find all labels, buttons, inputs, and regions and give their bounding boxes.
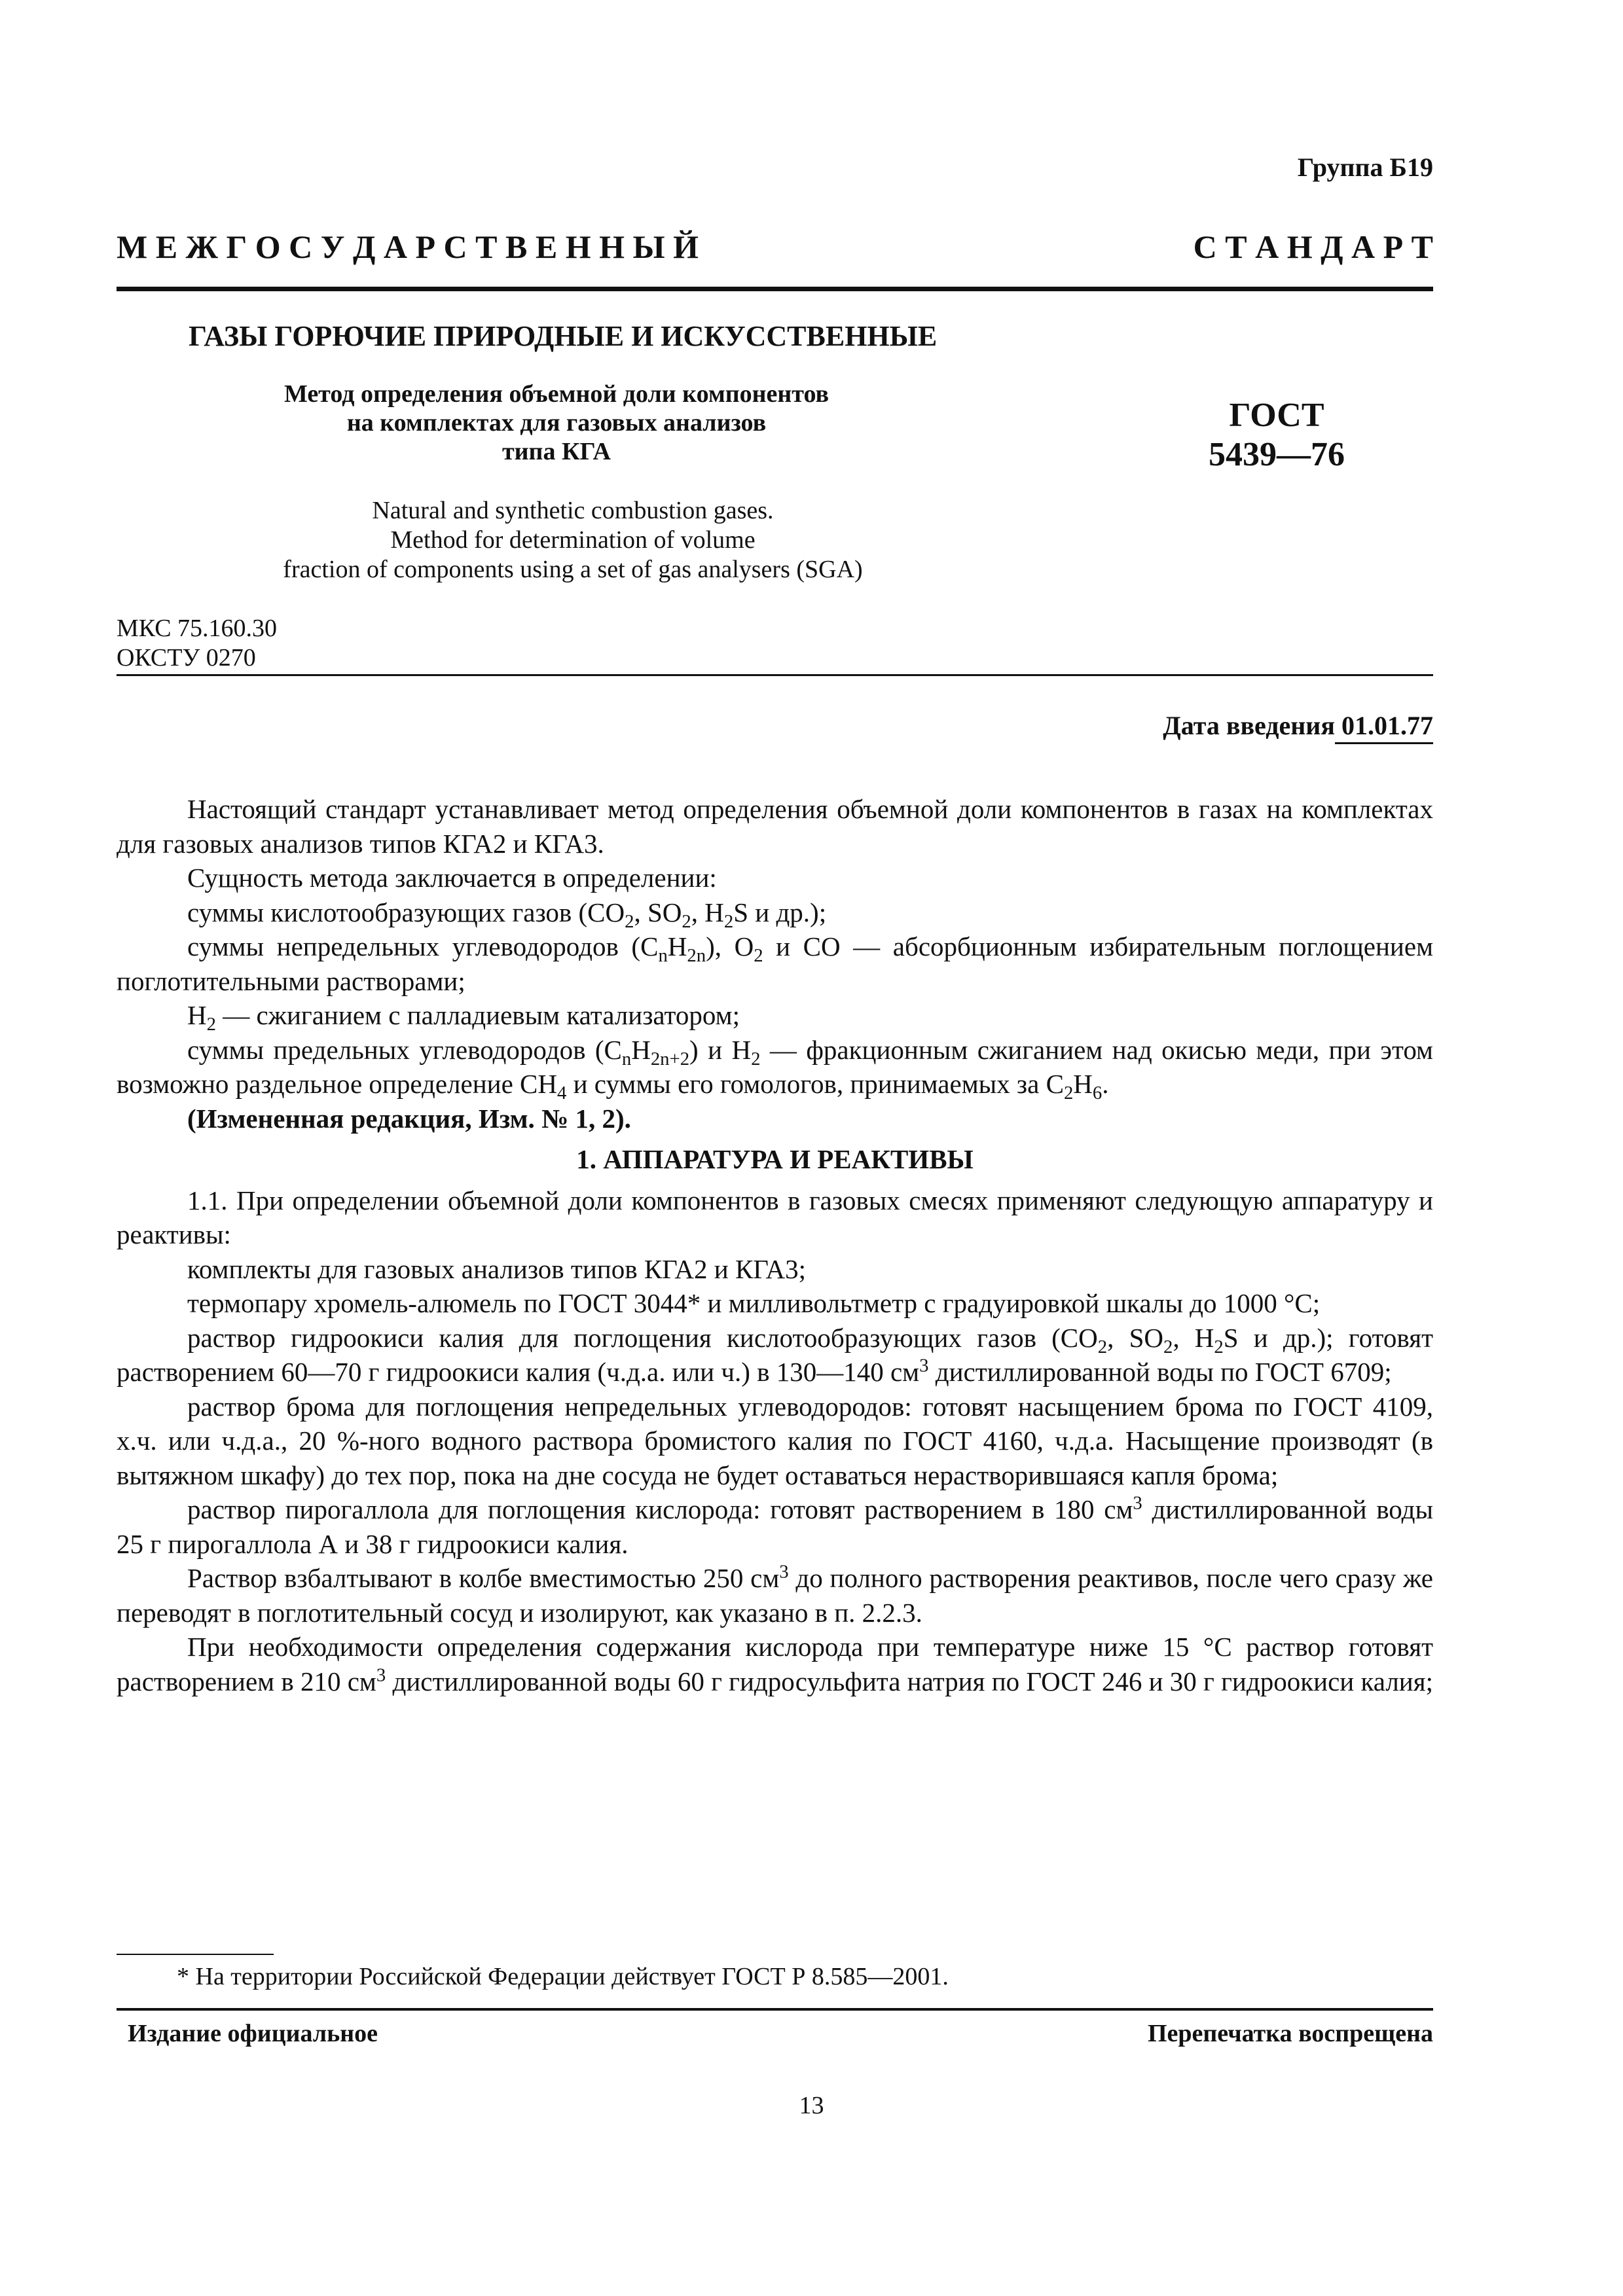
gost-code: 5439—76 [1209, 436, 1345, 473]
footnote-rule [117, 1954, 274, 1955]
banner-right: С Т А Н Д А Р Т [1193, 228, 1433, 265]
subtitle-english [196, 496, 949, 584]
amendment-note: (Измененная редакция, Изм. № 1, 2). [187, 1103, 631, 1134]
reprint-prohibited-label: Перепечатка воспрещена [1147, 2020, 1433, 2047]
subtitle-russian [196, 380, 917, 466]
subtitle-ru-line-1: Метод определения объемной доли компонентов [283, 380, 830, 408]
group-code: Группа Б19 [1297, 152, 1433, 182]
paragraph: Настоящий стандарт устанавливает метод определения объемной доли компонентов в газах на комплектах для газовых анализов типов КГА2 и КГА3. [117, 794, 1433, 859]
paragraph: суммы кислотообразующих газов ($CO_2$, $SO_2$, $H_2S$ и др.); [187, 897, 827, 932]
subtitle-en-line-3: fraction of components using a set of gas analysers (SGA) [283, 556, 863, 583]
paragraph: раствор брома для поглощения непредельных углеводородов: готовят насыщением брома по ГОСТ 4109, х.ч. или ч.д.а., 20 %-ного водного раствора бромистого калия по ГОСТ 4160, ч.д.а. Насыщение производят (в вытяжном шкафу) до тех пор, пока на дне сосуда не будет оставаться нерастворившаяся капля брома; [117, 1391, 1433, 1490]
subtitle-en-line-1: Natural and synthetic combustion gases. [372, 497, 774, 524]
paragraph: термопару хромель-алюмель по ГОСТ 3044* и милливольтметр с градуировкой шкалы до 1000 °С; [187, 1288, 1321, 1318]
header-rule [117, 287, 1433, 291]
paragraph: 1.1. При определении объемной доли компонентов в газовых смесях применяют следующую аппаратуру и реактивы: [117, 1185, 1433, 1249]
date-value: 01.01.77 [1341, 711, 1433, 740]
banner-left: М Е Ж Г О С У Д А Р С Т В Е Н Н Ы Й [117, 228, 699, 265]
paragraph: Сущность метода заключается в определении: [187, 863, 717, 893]
introduction-date [1163, 710, 1433, 741]
okstu-code: ОКСТУ 0270 [117, 644, 256, 672]
date-label: Дата введения [1163, 711, 1335, 740]
section-heading: 1. АППАРАТУРА И РЕАКТИВЫ [576, 1144, 974, 1174]
paragraph: раствор пирогаллола для поглощения кислорода: готовят растворением в 180 $см^3$ дистиллированной воды 25 г пирогаллола А и 38 г гидроокиси калия. [117, 1492, 1434, 1559]
classification-codes [117, 614, 277, 673]
subtitle-en-line-2: Method for determination of volume [390, 526, 756, 554]
paragraph: $H_2$ — сжиганием с палладиевым катализатором; [187, 1000, 740, 1035]
paragraph: комплекты для газовых анализов типов КГА2 и КГА3; [187, 1253, 807, 1284]
paragraph: суммы предельных углеводородов $(C_nH_{2n+2})$ и $H_2$ — фракционным сжиганием над окисью меди, при этом возможно раздельное определение $CH_4$ и суммы его гомологов, принимаемых за $C_2H_6$. [117, 1034, 1434, 1104]
page-number: 13 [799, 2092, 824, 2119]
paragraph: раствор гидроокиси калия для поглощения кислотообразующих газов ($CO_2$, $SO_2$, $H_2S$ и др.); готовят растворением 60—70 г гидроокиси калия (ч.д.а. или ч.) в 130—140 $см^3$ дистиллированной воды по ГОСТ 6709; [117, 1322, 1434, 1387]
paragraph: Раствор взбалтывают в колбе вместимостью 250 $см^3$ до полного растворения реактивов, после чего сразу же переводят в поглотительный сосуд и изолируют, как указано в п. 2.2.3. [117, 1561, 1433, 1628]
footnote: * На территории Российской Федерации действует ГОСТ Р 8.585—2001. [177, 1963, 949, 1990]
gost-label: ГОСТ [1229, 397, 1324, 434]
document-title: ГАЗЫ ГОРЮЧИЕ ПРИРОДНЫЕ И ИСКУССТВЕННЫЕ [189, 320, 938, 352]
title-rule [117, 674, 1433, 676]
paragraph: суммы непредельных углеводородов $(C_nH_{2n})$, $O_2$ и CO — абсорбционным избирательным поглощением поглотительными растворами; [117, 931, 1434, 996]
interstate-standard-banner [117, 228, 1433, 267]
footer-rule [117, 2008, 1433, 2011]
subtitle-ru-line-3: типа КГА [502, 438, 611, 465]
document-body [117, 792, 1433, 1698]
official-edition-label: Издание официальное [128, 2020, 378, 2047]
paragraph: При необходимости определения содержания кислорода при температуре ниже 15 °С раствор готовят растворением в 210 $см^3$ дистиллированной воды 60 г гидросульфита натрия по ГОСТ 246 и 30 г гидроокиси калия; [117, 1632, 1433, 1696]
date-underline [1335, 742, 1433, 744]
subtitle-ru-line-2: на комплектах для газовых анализов [346, 409, 767, 437]
mks-code: МКС 75.160.30 [117, 615, 278, 642]
gost-number [1152, 396, 1401, 475]
